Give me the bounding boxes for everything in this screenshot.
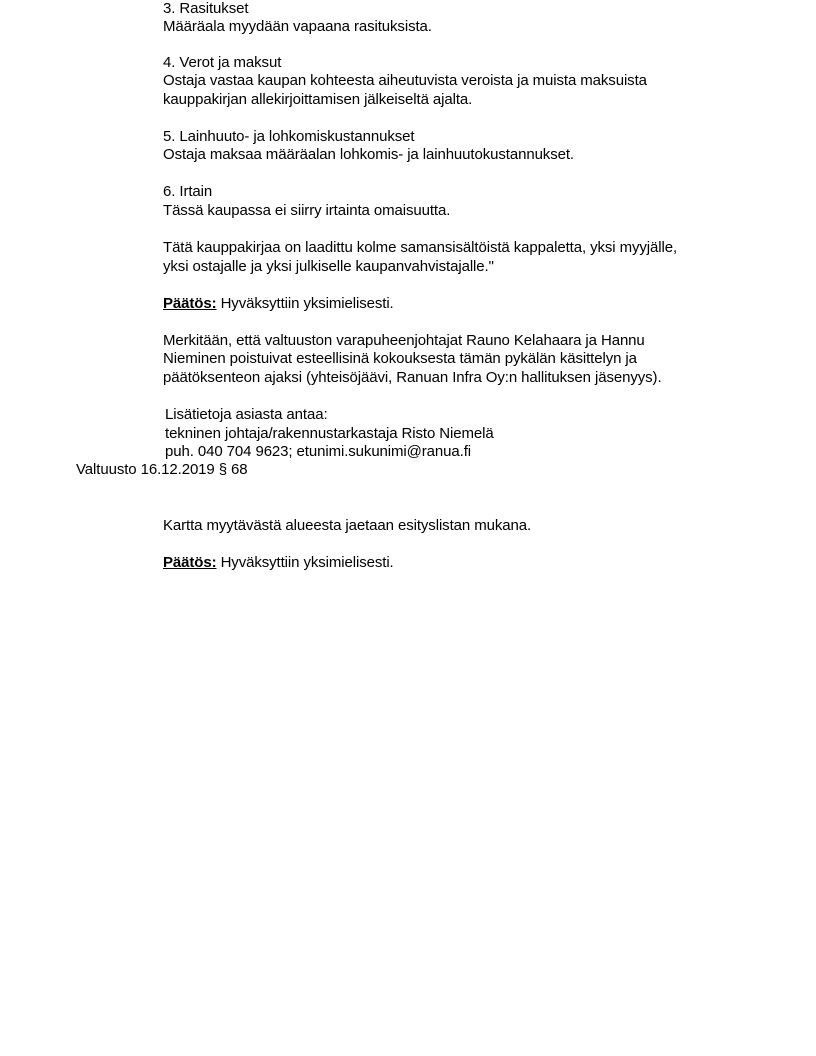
note-text: päätöksenteon ajaksi (yhteisöjäävi, Ranuan Infra Oy:n hallituksen jäsenyys). [163,369,662,386]
contact-text: puh. 040 704 9623; etunimi.sukunimi@ranua.fi [165,443,472,460]
decision-text: Hyväksyttiin yksimielisesti. [216,295,394,312]
contact-text: Lisätietoja asiasta antaa: [165,406,328,423]
decision-line [163,295,394,313]
section-text: kauppakirjan allekirjoittamisen jälkeiseltä ajalta. [163,91,473,108]
section-text: Ostaja maksaa määräalan lohkomis- ja lainhuutokustannukset. [163,146,574,163]
section-heading: 3. Rasitukset [163,0,249,17]
closing-text: Tätä kauppakirjaa on laadittu kolme samansisältöistä kappaletta, yksi myyjälle, [163,239,678,256]
section-heading: 5. Lainhuuto- ja lohkomiskustannukset [163,128,415,145]
decision-label: Päätös: [163,295,217,312]
section-heading: 4. Verot ja maksut [163,54,282,71]
closing-text: yksi ostajalle ja yksi julkiselle kaupanvahvistajalle." [163,258,494,275]
section-text: Tässä kaupassa ei siirry irtainta omaisuutta. [163,202,451,219]
note-text: Merkitään, että valtuuston varapuheenjohtajat Rauno Kelahaara ja Hannu [163,332,645,349]
note-text: Nieminen poistuivat esteellisinä kokouksesta tämän pykälän käsittelyn ja [163,350,637,367]
section-heading: 6. Irtain [163,183,213,200]
decision-label: Päätös: [163,554,217,571]
council-heading: Valtuusto 16.12.2019 § 68 [76,461,248,478]
decision-line [163,554,394,572]
section-text: Määräala myydään vapaana rasituksista. [163,18,432,35]
section-text: Ostaja vastaa kaupan kohteesta aiheutuvista veroista ja muista maksuista [163,72,647,89]
map-note: Kartta myytävästä alueesta jaetaan esityslistan mukana. [163,517,532,534]
decision-text: Hyväksyttiin yksimielisesti. [216,554,394,571]
contact-text: tekninen johtaja/rakennustarkastaja Risto Niemelä [165,425,494,442]
